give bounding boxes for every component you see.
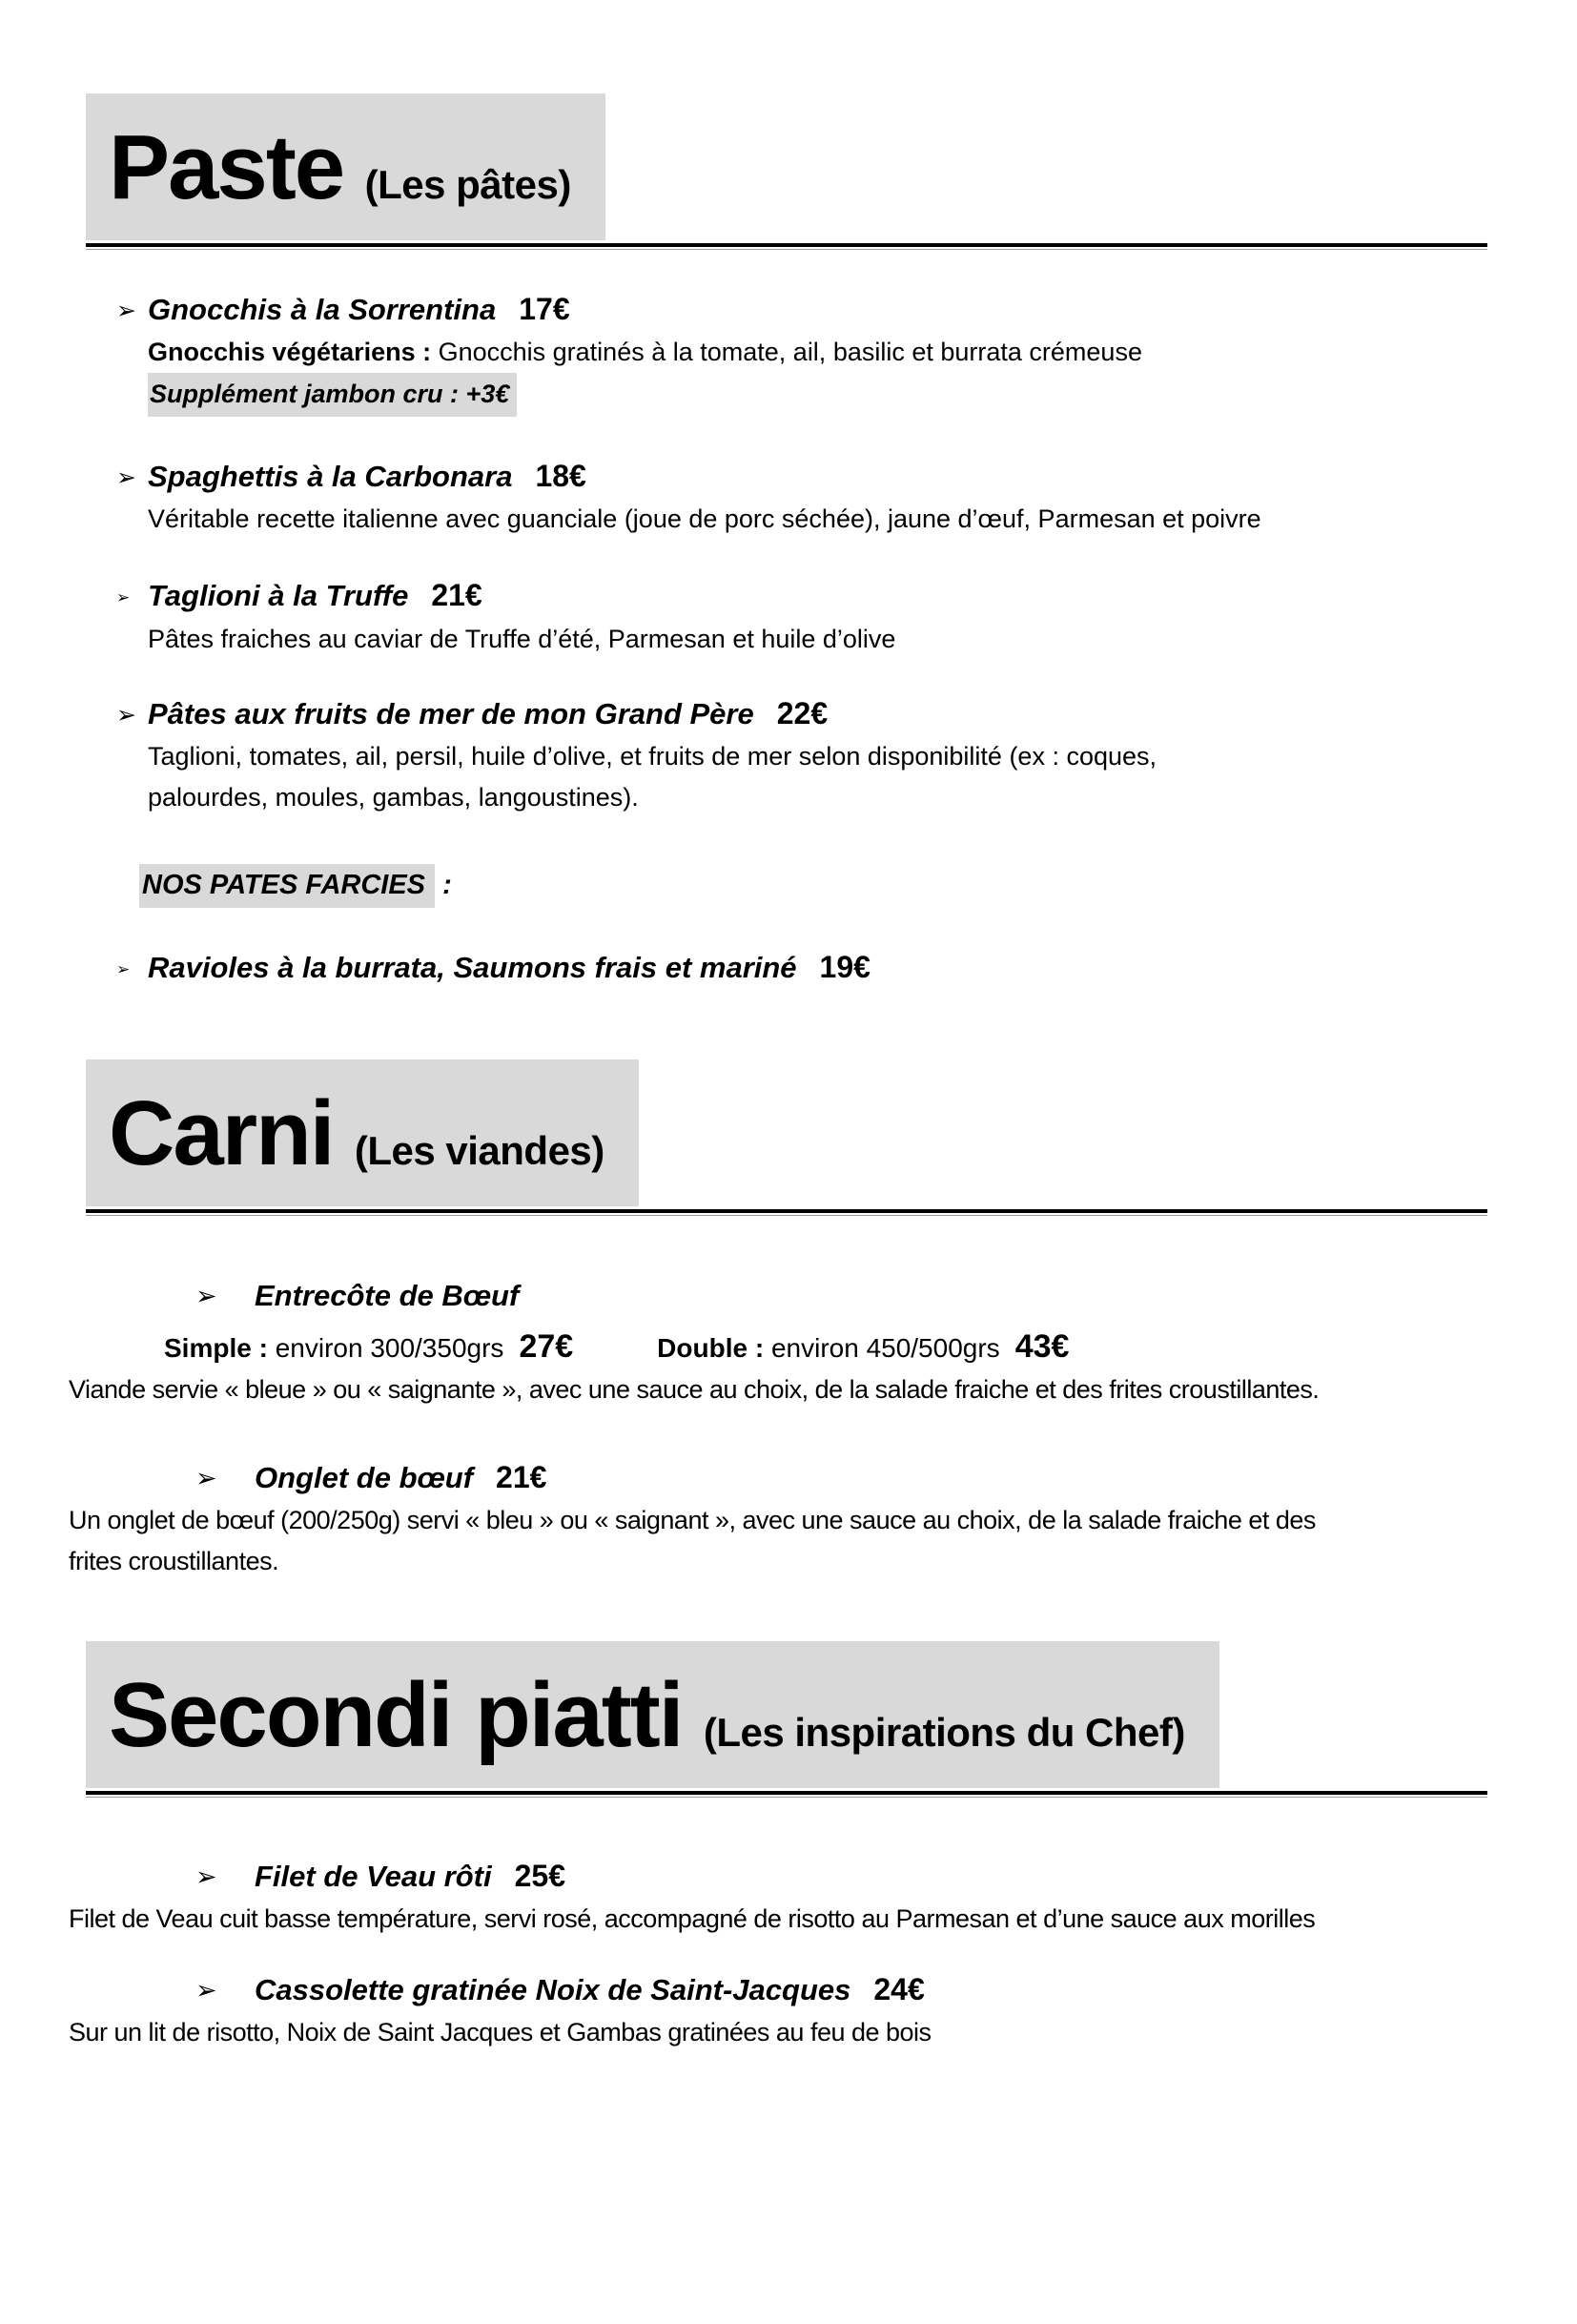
dish-price: 25€ (514, 1859, 566, 1893)
dish-price: 21€ (496, 1460, 547, 1494)
secondi-section-subtitle: (Les inspirations du Chef) (703, 1710, 1185, 1755)
menu-item-cassolette (0, 1968, 1577, 2053)
menu-item-gnocchis (0, 288, 1577, 417)
menu-item-spaghettis (0, 455, 1577, 540)
section-secondi (0, 1641, 1577, 2053)
arrow-bullet-icon: ➢ (116, 960, 131, 979)
dish-price: 24€ (873, 1972, 925, 2006)
double-label: Double : (657, 1333, 765, 1363)
dish-title-row (116, 574, 1577, 619)
carni-section-subtitle: (Les viandes) (354, 1128, 604, 1173)
dish-description-line2: palourdes, moules, gambas, langoustines). (148, 783, 639, 812)
description-lead: Gnocchis végétariens : (148, 338, 432, 366)
dish-title-row (116, 288, 1577, 332)
dish-title-row (0, 1275, 1577, 1318)
dish-description: Viande servie « bleue » ou « saignante », avec une sauce au choix, de la salade fraiche et des frites croustillantes. (69, 1375, 1320, 1404)
dish-description: Pâtes fraiches au caviar de Truffe d’été, Parmesan et huile d’olive (148, 625, 896, 653)
dish-price: 22€ (776, 696, 829, 730)
dish-description-line1: Un onglet de bœuf (200/250g) servi « bleu » ou « saignant », avec une sauce au choix, de la salade fraiche et des (69, 1506, 1316, 1534)
dish-title-row (116, 455, 1577, 499)
secondi-section-header (86, 1641, 1219, 1788)
dish-price: 18€ (535, 459, 586, 493)
dish-price: 17€ (519, 292, 570, 326)
dish-name: Ravioles à la burrata, Saumons frais et mariné (148, 951, 797, 984)
description-text: Gnocchis gratinés à la tomate, ail, basilic et burrata crémeuse (431, 338, 1142, 366)
arrow-bullet-icon: ➢ (116, 588, 131, 607)
menu-item-fruits-de-mer (0, 692, 1577, 818)
carni-section-header (86, 1059, 639, 1206)
section-divider-line (86, 1209, 1487, 1216)
paste-section-title: Paste (109, 116, 344, 218)
simple-price: 27€ (519, 1328, 574, 1365)
dish-price: 21€ (431, 578, 482, 612)
double-price: 43€ (1014, 1328, 1070, 1365)
dish-name: Filet de Veau rôti (255, 1860, 492, 1893)
arrow-bullet-icon: ➢ (195, 1464, 217, 1493)
section-paste (0, 93, 1577, 991)
dish-title-row (116, 692, 1577, 736)
dish-name: Onglet de bœuf (255, 1461, 474, 1494)
simple-text: environ 300/350grs (267, 1333, 504, 1363)
double-text: environ 450/500grs (764, 1333, 1000, 1363)
dish-title-row (116, 946, 1577, 991)
section-carni (0, 1059, 1577, 1582)
dish-name: Entrecôte de Bœuf (255, 1279, 520, 1312)
paste-section-subtitle: (Les pâtes) (364, 162, 571, 207)
simple-label: Simple : (164, 1333, 268, 1363)
dish-description: Véritable recette italienne avec guanciale (joue de porc séchée), jaune d’œuf, Parmesan et poivre (148, 504, 1261, 533)
subsection-heading-highlight: NOS PATES FARCIES (139, 864, 435, 908)
section-divider-line (86, 243, 1487, 250)
dish-title-row (0, 1968, 1577, 2012)
portion-price-row (0, 1326, 1577, 1369)
dish-name: Gnocchis à la Sorrentina (148, 293, 497, 326)
dish-name: Pâtes aux fruits de mer de mon Grand Père (148, 697, 754, 730)
menu-item-ravioles (0, 946, 1577, 991)
dish-title-row (0, 1456, 1577, 1500)
menu-item-taglioni (0, 574, 1577, 660)
dish-title-row (0, 1855, 1577, 1899)
dish-name: Cassolette gratinée Noix de Saint-Jacques (255, 1973, 851, 2006)
arrow-bullet-icon: ➢ (195, 1976, 217, 2005)
arrow-bullet-icon: ➢ (195, 1862, 217, 1892)
subsection-heading-colon: : (435, 870, 452, 900)
dish-price: 19€ (819, 950, 870, 984)
dish-name: Taglioni à la Truffe (148, 579, 409, 612)
dish-description: Sur un lit de risotto, Noix de Saint Jacques et Gambas gratinées au feu de bois (69, 2018, 932, 2046)
menu-item-filet-de-veau (0, 1855, 1577, 1940)
paste-section-header (86, 93, 605, 240)
dish-description: Filet de Veau cuit basse température, servi rosé, accompagné de risotto au Parmesan et d’une sauce aux morilles (69, 1904, 1316, 1933)
dish-description-line2: frites croustillantes. (69, 1547, 279, 1575)
section-divider-line (86, 1791, 1487, 1798)
menu-item-onglet (0, 1456, 1577, 1582)
arrow-bullet-icon: ➢ (116, 701, 136, 729)
arrow-bullet-icon: ➢ (195, 1282, 217, 1311)
dish-name: Spaghettis à la Carbonara (148, 460, 513, 493)
arrow-bullet-icon: ➢ (116, 463, 136, 491)
supplement-row (148, 373, 1577, 417)
dish-description (148, 332, 1577, 373)
dish-description-line1: Taglioni, tomates, ail, persil, huile d’olive, et fruits de mer selon disponibilité (ex : coques, (148, 742, 1157, 771)
subsection-heading-pates-farcies (0, 864, 1577, 908)
supplement-note: Supplément jambon cru : +3€ (148, 373, 517, 417)
arrow-bullet-icon: ➢ (116, 297, 136, 324)
menu-item-entrecote (0, 1275, 1577, 1410)
carni-section-title: Carni (109, 1082, 334, 1184)
secondi-section-title: Secondi piatti (109, 1664, 683, 1766)
